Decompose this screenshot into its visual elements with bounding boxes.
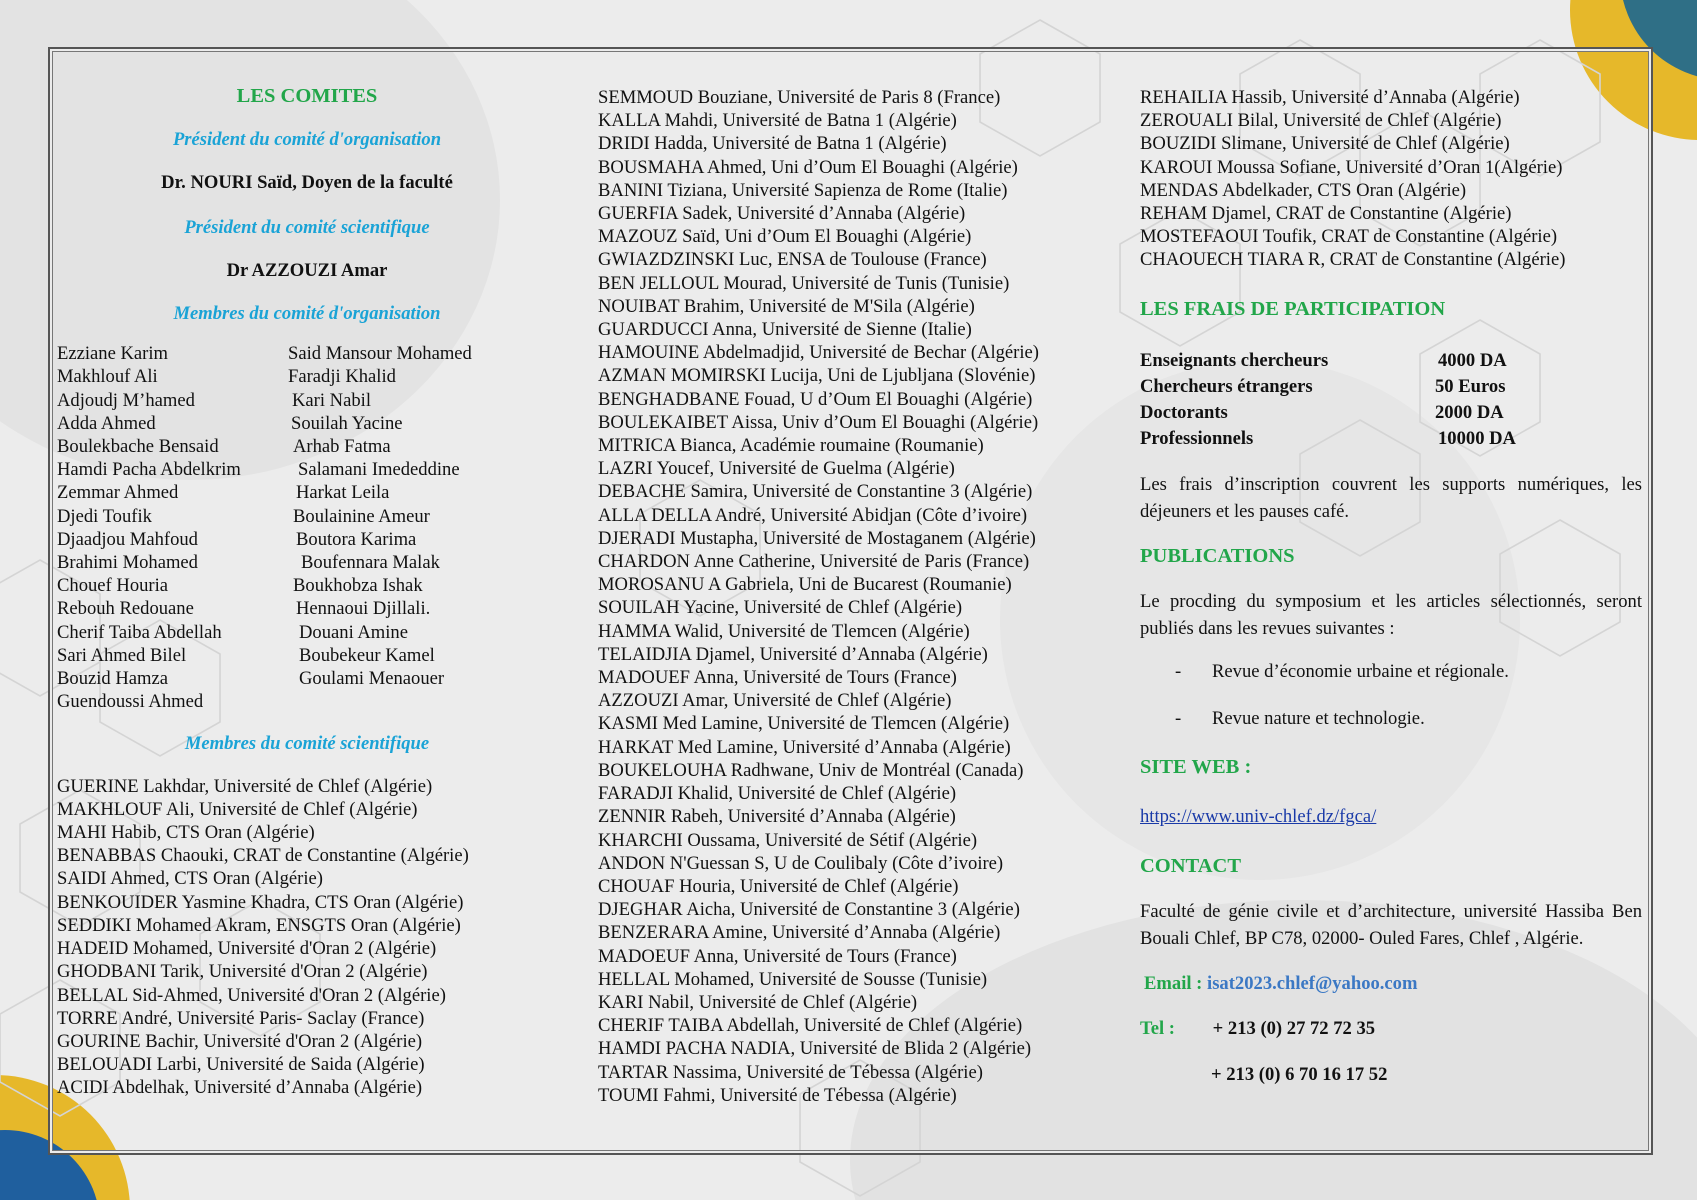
sci-member: TELAIDJIA Djamel, Université d’Annaba (Algérie) [598, 643, 988, 665]
member: Djedi Toufik [57, 505, 152, 527]
sci-member: BANINI Tiziana, Université Sapienza de Rome (Italie) [598, 179, 1008, 201]
sci-member: HAMOUINE Abdelmadjid, Université de Bechar (Algérie) [598, 342, 1039, 364]
sci-member: SEMMOUD Bouziane, Université de Paris 8 (France) [598, 87, 1001, 108]
sci-member: DRIDI Hadda, Université de Batna 1 (Algérie) [598, 133, 947, 155]
sci-member: DJEGHAR Aicha, Université de Constantine 3 (Algérie) [598, 899, 1020, 921]
sci-member: ZENNIR Rabeh, Université d’Annaba (Algérie) [598, 806, 956, 828]
member: Rebouh Redouane [57, 598, 194, 620]
sci-member: DJERADI Mustapha, Université de Mostaganem (Algérie) [598, 527, 1036, 549]
member: Chouef Houria [57, 575, 169, 597]
site-link[interactable]: https://www.univ-chlef.dz/fgca/ [1140, 806, 1377, 828]
sci-member: MADOEUF Anna, Université de Tours (France) [598, 945, 957, 967]
fee-value: 50 Euros [1435, 376, 1506, 398]
sci-member: SAIDI Ahmed, CTS Oran (Algérie) [57, 868, 323, 890]
sci-member: CHERIF TAIBA Abdellah, Université de Chlef (Algérie) [598, 1015, 1023, 1037]
sci-member: TOUMI Fahmi, Université de Tébessa (Algérie) [598, 1084, 957, 1106]
sci-member: MAZOUZ Saïd, Uni d’Oum El Bouaghi (Algérie) [598, 226, 972, 248]
sci-member: CHOUAF Houria, Université de Chlef (Algérie) [598, 875, 959, 897]
sci-member: TARTAR Nassima, Université de Tébessa (Algérie) [598, 1061, 983, 1083]
sci-member: AZMAN MOMIRSKI Lucija, Uni de Ljubljana (Slovénie) [598, 365, 1036, 387]
sci-member: BELLAL Sid-Ahmed, Université d'Oran 2 (Algérie) [57, 984, 446, 1006]
member: Douani Amine [299, 621, 408, 643]
member: Ezziane Karim [57, 343, 168, 365]
sci-member: REHAM Djamel, CRAT de Constantine (Algérie) [1140, 203, 1512, 225]
sci-president-title: Président du comité scientifique [184, 216, 430, 238]
member: Boufennara Malak [301, 552, 440, 574]
fees-heading: LES FRAIS DE PARTICIPATION [1140, 297, 1446, 320]
fee-label: Professionnels [1140, 428, 1254, 450]
sci-member: HARKAT Med Lamine, Université d’Annaba (Algérie) [598, 736, 1011, 758]
sci-member: MOROSANU A Gabriela, Uni de Bucarest (Roumanie) [598, 574, 1012, 596]
sci-member: LAZRI Youcef, Université de Guelma (Algérie) [598, 458, 955, 480]
sci-member: HADEID Mohamed, Université d'Oran 2 (Algérie) [57, 938, 437, 960]
member: Goulami Menaouer [299, 668, 445, 690]
sci-member: BENKOUIDER Yasmine Khadra, CTS Oran (Algérie) [57, 891, 464, 913]
sci-member: MAKHLOUF Ali, Université de Chlef (Algérie) [57, 798, 418, 820]
fees-table [1140, 349, 1642, 451]
member: Adjoudj M’hamed [57, 389, 195, 411]
sci-president-name: Dr AZZOUZI Amar [226, 259, 388, 281]
member: Harkat Leila [296, 482, 390, 504]
phone-number: + 213 (0) 27 72 72 35 [1212, 1018, 1376, 1040]
sci-member: BENZERARA Amine, Université d’Annaba (Algérie) [598, 922, 1001, 944]
sci-member: HAMMA Walid, Université de Tlemcen (Algérie) [598, 620, 970, 642]
bullet-dash: - [1175, 660, 1182, 682]
fee-label: Doctorants [1140, 402, 1228, 424]
sci-member: GUERINE Lakhdar, Université de Chlef (Algérie) [57, 775, 433, 797]
org-members-left [57, 342, 288, 713]
member: Guendoussi Ahmed [57, 691, 204, 713]
sci-member: ACIDI Abdelhak, Université d’Annaba (Algérie) [57, 1077, 423, 1099]
sci-member: BENABBAS Chaouki, CRAT de Constantine (Algérie) [57, 845, 469, 867]
journal-item [1175, 660, 1642, 683]
member: Boukhobza Ishak [293, 575, 423, 597]
fee-value: 2000 DA [1435, 402, 1504, 424]
sci-member: ANDON N'Guessan S, U de Coulibaly (Côte d’ivoire) [598, 852, 1004, 874]
fees-note: Les frais d’inscription couvrent les supports numériques, les déjeuners et les pauses café. [1140, 473, 1642, 522]
member: Adda Ahmed [57, 412, 156, 434]
sci-member: SOUILAH Yacine, Université de Chlef (Algérie) [598, 597, 963, 619]
sci-member: MENDAS Abdelkader, CTS Oran (Algérie) [1140, 179, 1467, 201]
fee-label: Enseignants chercheurs [1140, 349, 1329, 371]
sci-member: GUERFIA Sadek, Université d’Annaba (Algérie) [598, 203, 966, 225]
email-address[interactable]: isat2023.chlef@yahoo.com [1207, 972, 1418, 994]
email-label: Email : [1144, 972, 1203, 994]
sci-member: HAMDI PACHA NADIA, Université de Blida 2 (Algérie) [598, 1038, 1032, 1060]
org-members-title: Membres du comité d'organisation [173, 303, 441, 325]
sci-member: BOUKELOUHA Radhwane, Univ de Montréal (Canada) [598, 759, 1024, 781]
sci-member: ALLA DELLA André, Université Abidjan (Côte d’ivoire) [598, 504, 1028, 526]
sci-members-list-3 [1140, 86, 1642, 272]
sci-member: BOULEKAIBET Aissa, Univ d’Oum El Bouaghi (Algérie) [598, 411, 1039, 433]
member: Salamani Imededdine [298, 459, 460, 481]
journal-item [1175, 707, 1642, 730]
sci-member: CHARDON Anne Catherine, Université de Paris (France) [598, 551, 1030, 573]
member: Bouzid Hamza [57, 668, 169, 690]
sci-member: KARI Nabil, Université de Chlef (Algérie) [598, 991, 918, 1013]
column-info [1140, 86, 1642, 1086]
member: Brahimi Mohamed [57, 552, 198, 574]
fee-value: 4000 DA [1438, 349, 1507, 371]
tel-label: Tel : [1140, 1018, 1175, 1040]
sci-member: HELLAL Mohamed, Université de Sousse (Tunisie) [598, 968, 988, 990]
member: Hennaoui Djillali. [296, 598, 431, 620]
bullet-dash: - [1175, 708, 1182, 730]
sci-member: BOUZIDI Slimane, Université de Chlef (Algérie) [1140, 133, 1510, 155]
sci-member: BOUSMAHA Ahmed, Uni d’Oum El Bouaghi (Algérie) [598, 156, 1018, 178]
column-scientific-members [598, 86, 1098, 1107]
email-row [1140, 972, 1642, 995]
phone-number: + 213 (0) 6 70 16 17 52 [1211, 1064, 1388, 1086]
contact-address: Faculté de génie civile et d’architecture, université Hassiba Ben Bouali Chlef, BP C78, 02000- Ouled Fares, Chlef , Algérie. [1140, 900, 1642, 949]
sci-member: BEN JELLOUL Mourad, Université de Tunis (Tunisie) [598, 272, 1010, 294]
sci-members-list-1 [57, 775, 557, 1100]
member: Boutora Karima [296, 528, 417, 550]
site-heading: SITE WEB : [1140, 756, 1252, 779]
org-members-list [57, 342, 557, 713]
publications-text: Le procding du symposium et les articles sélectionnés, seront publiés dans les revues suivantes : [1140, 590, 1642, 639]
sci-member: KALLA Mahdi, Université de Batna 1 (Algérie) [598, 110, 957, 132]
column-committees [57, 78, 557, 1100]
sci-member: MITRICA Bianca, Académie roumaine (Roumanie) [598, 435, 984, 457]
member: Boulainine Ameur [293, 505, 430, 527]
member: Faradji Khalid [288, 366, 396, 388]
sci-member: KHARCHI Oussama, Université de Sétif (Algérie) [598, 829, 978, 851]
sci-member: TORRE André, Université Paris- Saclay (France) [57, 1007, 425, 1029]
tel-row [1140, 1017, 1642, 1040]
sci-member: MOSTEFAOUI Toufik, CRAT de Constantine (Algérie) [1140, 226, 1558, 248]
member: Sari Ahmed Bilel [57, 644, 187, 666]
sci-members-title: Membres du comité scientifique [184, 733, 430, 755]
sci-member: GWIAZDZINSKI Luc, ENSA de Toulouse (France) [598, 249, 987, 271]
contact-heading: CONTACT [1140, 854, 1241, 877]
sci-member: BENGHADBANE Fouad, U d’Oum El Bouaghi (Algérie) [598, 388, 1033, 410]
sci-member: MAHI Habib, CTS Oran (Algérie) [57, 822, 315, 844]
sci-member: REHAILIA Hassib, Université d’Annaba (Algérie) [1140, 87, 1520, 108]
sci-member: SEDDIKI Mohamed Akram, ENSGTS Oran (Algérie) [57, 914, 461, 936]
sci-member: AZZOUZI Amar, Université de Chlef (Algérie) [598, 690, 952, 712]
sci-member: BELOUADI Larbi, Université de Saida (Algérie) [57, 1054, 425, 1076]
member: Boulekbache Bensaid [57, 436, 219, 458]
member: Souilah Yacine [291, 412, 403, 434]
member: Zemmar Ahmed [57, 482, 179, 504]
member: Kari Nabil [292, 389, 371, 411]
org-president-name: Dr. NOURI Saïd, Doyen de la faculté [161, 172, 453, 194]
sci-member: FARADJI Khalid, Université de Chlef (Algérie) [598, 783, 957, 805]
tel-row-2 [1140, 1063, 1642, 1086]
member: Boubekeur Kamel [299, 644, 435, 666]
fee-value: 10000 DA [1438, 428, 1516, 450]
member: Makhlouf Ali [57, 366, 158, 388]
committees-heading: LES COMITES [236, 85, 378, 107]
sci-member: CHAOUECH TIARA R, CRAT de Constantine (Algérie) [1140, 249, 1566, 271]
fee-label: Chercheurs étrangers [1140, 376, 1313, 398]
sci-member: NOUIBAT Brahim, Université de M'Sila (Algérie) [598, 295, 975, 317]
sci-member: DEBACHE Samira, Université de Constantine 3 (Algérie) [598, 481, 1033, 503]
sci-member: KASMI Med Lamine, Université de Tlemcen (Algérie) [598, 713, 1010, 735]
member: Djaadjou Mahfoud [57, 528, 198, 550]
publications-heading: PUBLICATIONS [1140, 544, 1295, 567]
member: Cherif Taiba Abdellah [57, 621, 222, 643]
member: Hamdi Pacha Abdelkrim [57, 459, 241, 481]
member: Arhab Fatma [293, 436, 391, 458]
member: Said Mansour Mohamed [288, 343, 472, 365]
journal-name: Revue d’économie urbaine et régionale. [1212, 660, 1509, 682]
sci-member: MADOUEF Anna, Université de Tours (France) [598, 667, 957, 689]
site-link-row [1140, 805, 1642, 828]
journal-name: Revue nature et technologie. [1212, 708, 1425, 730]
sci-member: KAROUI Moussa Sofiane, Université d’Oran 1(Algérie) [1140, 156, 1563, 178]
sci-member: ZEROUALI Bilal, Université de Chlef (Algérie) [1140, 110, 1502, 132]
sci-member: GUARDUCCI Anna, Université de Sienne (Italie) [598, 319, 972, 341]
sci-member: GHODBANI Tarik, Université d'Oran 2 (Algérie) [57, 961, 428, 983]
org-president-title: Président du comité d'organisation [172, 129, 442, 151]
sci-member: GOURINE Bachir, Université d'Oran 2 (Algérie) [57, 1030, 423, 1052]
org-members-right [288, 342, 538, 713]
